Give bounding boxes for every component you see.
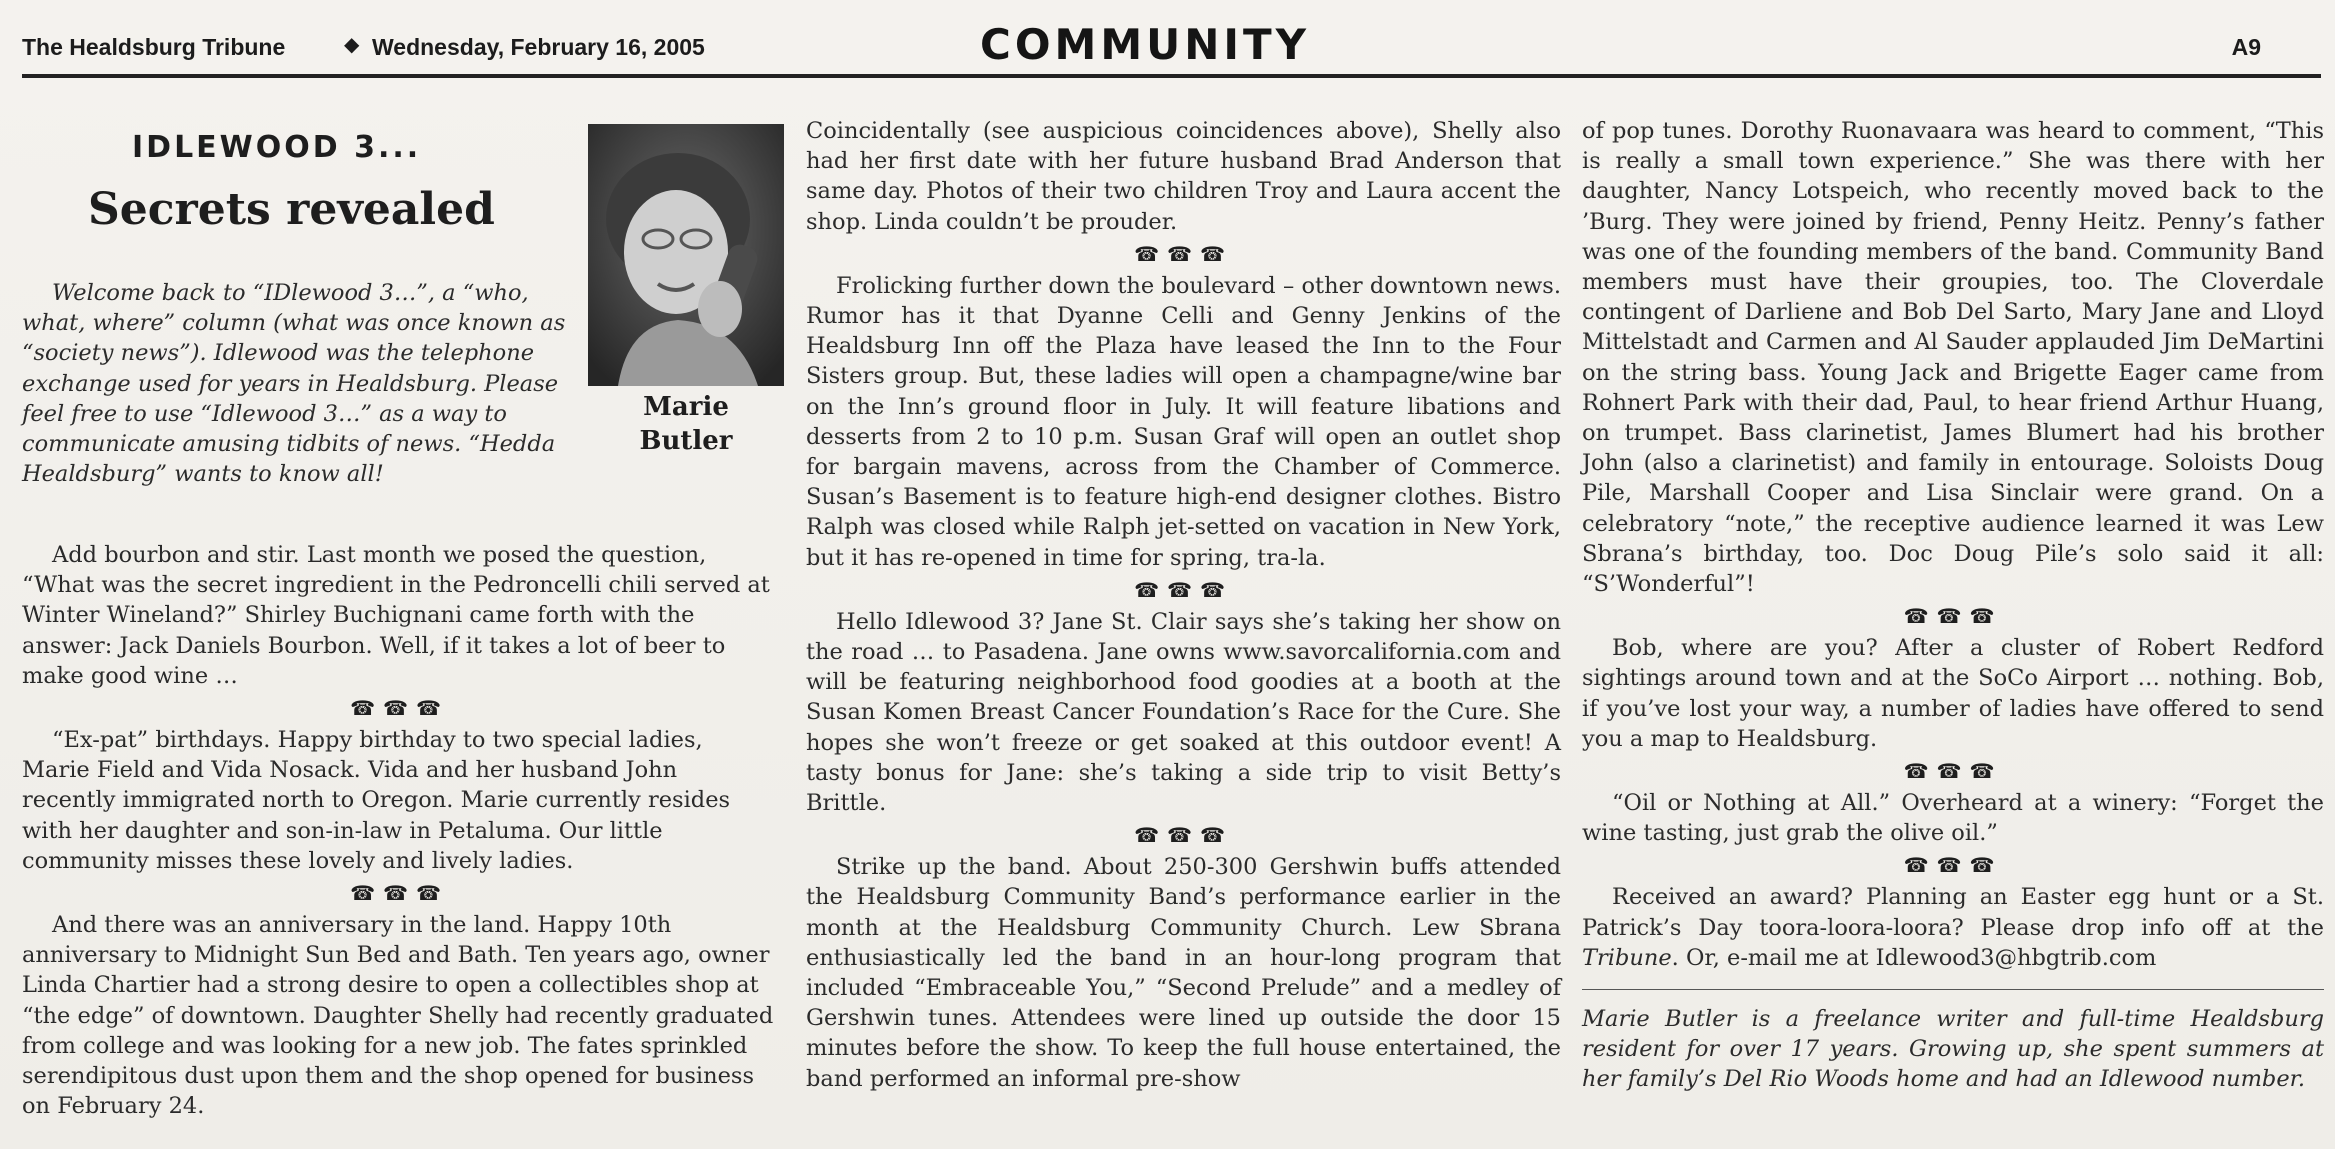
paragraph: “Oil or Nothing at All.” Overheard at a winery: “Forget the wine tasting, just grab the olive oil.” [1582,790,2324,847]
author-portrait-image [588,124,784,386]
byline-first-name: Marie [643,392,729,422]
newspaper-name: The Healdsburg Tribune [22,34,286,60]
paragraph: Add bourbon and stir. Last month we posed the question, “What was the secret ingredient in the Pedroncelli chili served at Winter Wineland?” Shirley Buchignani came forth with the answer: Jack Daniels Bourbon. Well, if it takes a lot of beer to make good wine … [22,542,770,689]
newspaper-name-italic: Tribune [1582,944,1672,971]
issue-date: Wednesday, February 16, 2005 [372,34,705,60]
column-intro [22,278,582,489]
telephone-icon: ☎☎☎ [1134,241,1233,266]
paragraph [1582,882,2324,973]
paragraph: “Ex-pat” birthdays. Happy birthday to two special ladies, Marie Field and Vida Nosack. Vida and her husband John recently immigrated north to Oregon. Marie currently resides with her daughter and son-in-law in Petaluma. Our little community misses these lovely and lively ladies. [22,727,731,874]
header-rule [22,74,2321,78]
paragraph: Bob, where are you? After a cluster of Robert Redford sightings around town and at the SoCo Airport … nothing. Bob, if you’ve lost your way, a number of ladies have offered to send you a map to Healdsburg. [1582,635,2324,752]
text: . Or, e-mail me at Idlewood3@hbgtrib.com [1671,944,2157,971]
column-kicker: IDLEWOOD 3... [132,130,422,165]
column-3-body [1582,116,2324,1095]
paragraph: Hello Idlewood 3? Jane St. Clair says she’s taking her show on the road … to Pasadena. Jane owns www.savorcalifornia.com and will be featuring neighborhood food goodies at a booth at the Susan Komen Breast Cancer Foundation’s Race for the Cure. She hopes she won’t freeze or get soaked at this outdoor event! A tasty bonus for Jane: she’s taking a side trip to visit Betty’s Brittle. [806,608,1561,817]
paragraph: And there was an anniversary in the land. Happy 10th anniversary to Midnight Sun Bed and Bath. Ten years ago, owner Linda Chartier had a strong desire to open a collectibles shop at “the edge” of downtown. Daughter Shelly had recently graduated from college and was looking for a new job. The fates sprinkled serendipitous dust upon them and the shop opened for business on February 24. [22,912,774,1120]
bio-text: Marie Butler is a freelance writer and full-time Healdsburg resident for over 17 years. Growing up, she spent summers at her family’s Del Rio Woods home and had an Idlewood number. [1582,1006,2324,1093]
telephone-icon: ☎☎☎ [1134,577,1233,602]
telephone-icon: ☎☎☎ [350,881,449,906]
telephone-icon: ☎☎☎ [1134,823,1233,848]
paragraph: Coincidentally (see auspicious coincidences above), Shelly also had her first date with her future husband Brad Anderson that same day. Photos of their two children Troy and Laura accent the shop. Linda couldn’t be prouder. [806,118,1561,235]
telephone-icon: ☎☎☎ [1903,759,2003,784]
bio-divider [1582,989,2324,990]
diamond-icon: ◆ [344,32,360,56]
byline-last-name: Butler [639,426,733,456]
text: Received an award? Planning an Easter egg hunt or a St. Patrick’s Day toora-loora-loora? Please drop info off at the [1582,884,2324,941]
telephone-icon: ☎☎☎ [350,696,449,721]
author-photo [588,124,784,386]
paragraph: Frolicking further down the boulevard – other downtown news. Rumor has it that Dyanne Celli and Genny Jenkins of the Healdsburg Inn off the Plaza have leased the Inn to the Four Sisters group. But, these ladies will open a champagne/wine bar on the Inn’s ground floor in July. It will feature libations and desserts from 2 to 10 p.m. Susan Graf will open an outlet shop for bargain mavens, across from the Chamber of Commerce. Susan’s Basement is to feature high-end designer clothes. Bistro Ralph was closed while Ralph jet-setted on vacation in New York, but it has re-opened in time for spring, tra-la. [806,272,1561,571]
page-header [22,14,2313,72]
telephone-icon: ☎☎☎ [1903,853,2003,878]
paragraph: of pop tunes. Dorothy Ruonavaara was heard to comment, “This is really a small town experience.” She was there with her daughter, Nancy Lotspeich, who recently moved back to the ’Burg. They were joined by friend, Penny Heitz. Penny’s father was one of the founding members of the band. Community Band members must have their groupies, too. The Cloverdale contingent of Darliene and Bob Del Sarto, Mary Jane and Lloyd Mittelstadt and Carmen and Al Sauder applauded Jim DeMartini on the string bass. Young Jack and Brigette Eager came from Rohnert Park with their dad, Paul, to hear friend Arthur Huang, on trumpet. Bass clarinetist, James Blumert had his brother John (also a clarinetist) and family in entourage. Soloists Doug Pile, Marshall Cooper and Lisa Sinclair were grand. On a celebratory “note,” the receptive audience learned it was Lew Sbrana’s birthday, too. Doc Doug Pile’s solo said it all: “S’Wonderful”! [1582,118,2324,598]
column-2-body [806,116,1561,1094]
column-1-body [22,540,777,1121]
author-bio [1582,1004,2324,1095]
page-number: A9 [2231,34,2261,60]
section-title: COMMUNITY [980,20,1311,69]
author-byline [588,390,784,458]
paragraph: Strike up the band. About 250-300 Gershwin buffs attended the Healdsburg Community Band’s performance earlier in the month at the Healdsburg Community Church. Lew Sbrana enthusiastically led the band in an hour-long program that included “Embraceable You,” “Second Prelude” and a medley of Gershwin tunes. Attendees were lined up outside the door 15 minutes before the show. To keep the full house entertained, the band performed an informal pre-show [806,854,1561,1092]
intro-paragraph: Welcome back to “IDlewood 3…”, a “who, what, where” column (what was once known as “society news”). Idlewood was the telephone exchange used for years in Healdsburg. Please feel free to use “Idlewood 3…” as a way to communicate amusing tidbits of news. “Hedda Healdsburg” wants to know all! [22,280,566,488]
article-headline: Secrets revealed [88,184,495,235]
telephone-icon: ☎☎☎ [1903,604,2003,629]
